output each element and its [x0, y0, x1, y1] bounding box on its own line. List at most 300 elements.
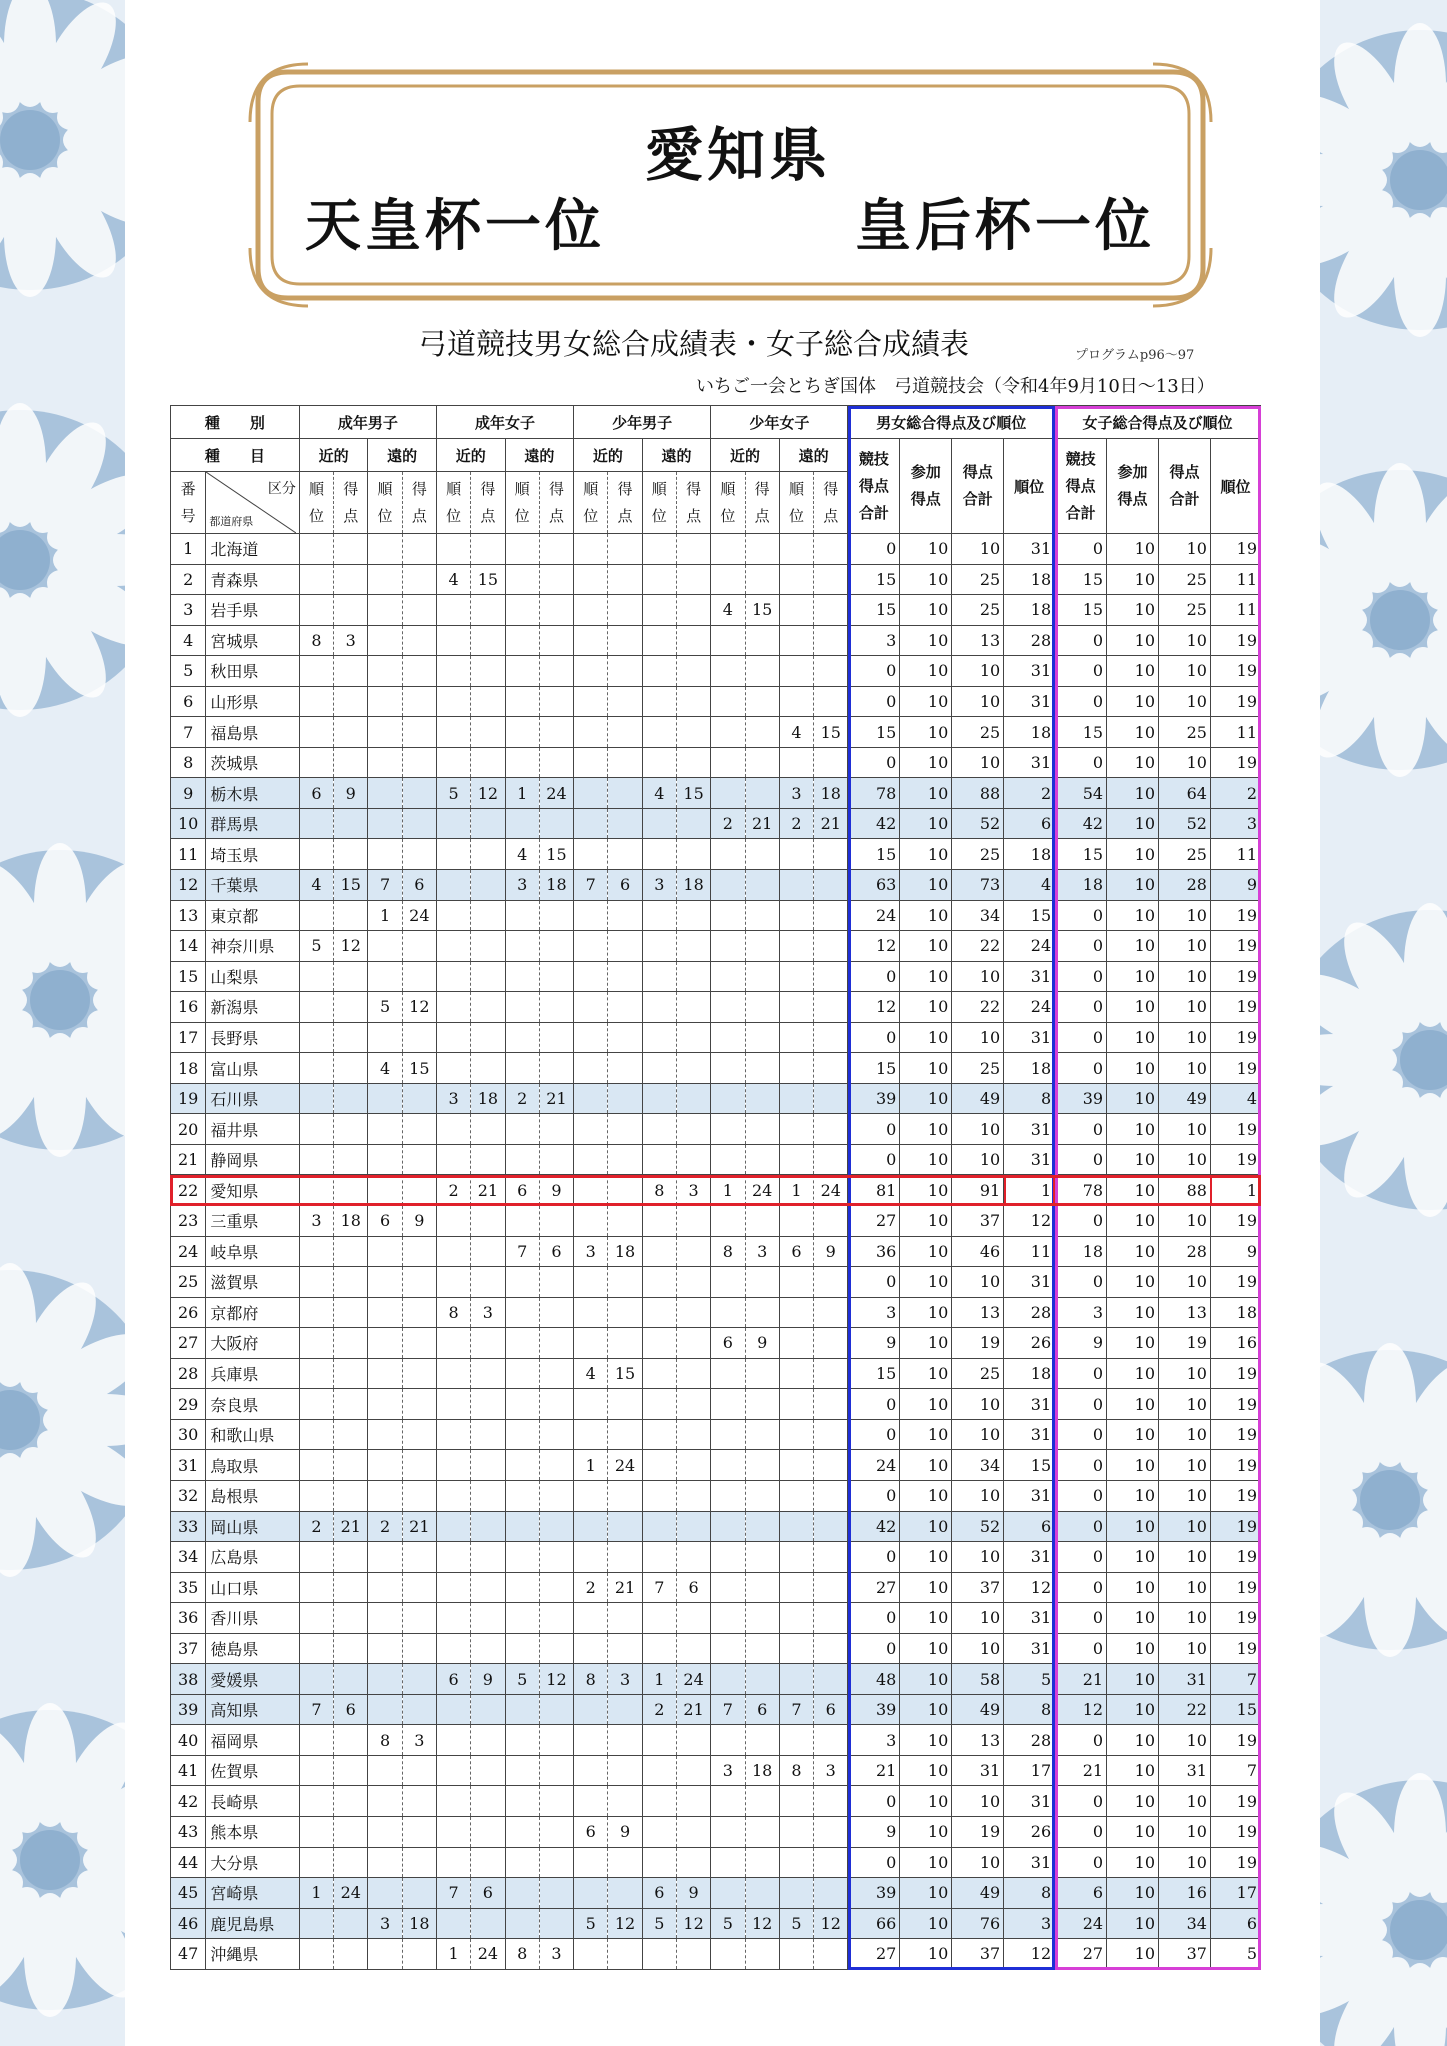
- event-points-cell: [402, 1358, 436, 1389]
- event-rank-cell: [436, 1358, 470, 1389]
- event-points-cell: [334, 1755, 368, 1786]
- mixed-rank-cell: 12: [1004, 1939, 1055, 1970]
- event-points-cell: [676, 1053, 710, 1084]
- prefecture-name: 群馬県: [206, 808, 300, 839]
- table-row: [171, 595, 1261, 626]
- women-participation-cell: 10: [1107, 1786, 1159, 1817]
- mixed-participation-cell: 10: [900, 717, 952, 748]
- event-rank-cell: [779, 1847, 813, 1878]
- event-points-cell: [539, 717, 573, 748]
- event-points-cell: 18: [608, 1236, 642, 1267]
- event-points-cell: [402, 961, 436, 992]
- event-points-cell: 6: [676, 1572, 710, 1603]
- prefecture-name: 奈良県: [206, 1389, 300, 1420]
- header-category: 成年男子: [299, 406, 436, 439]
- event-points-cell: [814, 870, 848, 901]
- header-rank-sub: 順 位: [368, 472, 402, 534]
- prefecture-name: 大阪府: [206, 1328, 300, 1359]
- event-points-cell: [539, 1419, 573, 1450]
- event-points-cell: [539, 1480, 573, 1511]
- event-points-cell: [676, 686, 710, 717]
- event-points-cell: [608, 1297, 642, 1328]
- event-points-cell: 18: [471, 1083, 505, 1114]
- women-participation-cell: 10: [1107, 1511, 1159, 1542]
- event-points-cell: [608, 1633, 642, 1664]
- event-rank-cell: [436, 534, 470, 565]
- event-points-cell: [745, 1847, 779, 1878]
- women-rank-cell: 19: [1210, 900, 1260, 931]
- event-points-cell: [334, 1572, 368, 1603]
- event-points-cell: [608, 1480, 642, 1511]
- mixed-score-total-cell: 0: [848, 1603, 900, 1634]
- event-rank-cell: [368, 1694, 402, 1725]
- event-rank-cell: [505, 1419, 539, 1450]
- table-row: [171, 1755, 1261, 1786]
- event-points-cell: [676, 1389, 710, 1420]
- women-participation-cell: 10: [1107, 808, 1159, 839]
- event-rank-cell: [299, 808, 333, 839]
- prefecture-name: 埼玉県: [206, 839, 300, 870]
- prefecture-name: 千葉県: [206, 870, 300, 901]
- event-rank-cell: [505, 1511, 539, 1542]
- mixed-grand-total-cell: 25: [952, 839, 1004, 870]
- event-points-cell: [814, 839, 848, 870]
- event-points-cell: 3: [471, 1297, 505, 1328]
- event-points-cell: [471, 1511, 505, 1542]
- women-score-total-cell: 0: [1055, 656, 1107, 687]
- event-points-cell: [471, 1572, 505, 1603]
- event-rank-cell: [436, 747, 470, 778]
- event-rank-cell: [299, 961, 333, 992]
- event-points-cell: [402, 1114, 436, 1145]
- mixed-grand-total-cell: 13: [952, 1725, 1004, 1756]
- event-rank-cell: [574, 1419, 608, 1450]
- event-points-cell: 24: [471, 1939, 505, 1970]
- header-enteki: 遠的: [368, 439, 437, 472]
- event-points-cell: [334, 1847, 368, 1878]
- table-row: [171, 1144, 1261, 1175]
- women-participation-cell: 10: [1107, 961, 1159, 992]
- women-rank-cell: 19: [1210, 1603, 1260, 1634]
- women-participation-cell: 10: [1107, 992, 1159, 1023]
- event-points-cell: [471, 1725, 505, 1756]
- event-points-cell: [402, 931, 436, 962]
- mixed-score-total-cell: 0: [848, 686, 900, 717]
- women-participation-cell: 10: [1107, 717, 1159, 748]
- event-rank-cell: [368, 1480, 402, 1511]
- mixed-rank-cell: 6: [1004, 1511, 1055, 1542]
- mixed-score-total-cell: 81: [848, 1175, 900, 1206]
- mixed-rank-cell: 31: [1004, 1542, 1055, 1573]
- event-points-cell: 15: [814, 717, 848, 748]
- women-rank-cell: 19: [1210, 1022, 1260, 1053]
- event-points-cell: [471, 931, 505, 962]
- event-rank-cell: 5: [368, 992, 402, 1023]
- prefecture-name: 兵庫県: [206, 1358, 300, 1389]
- mixed-rank-cell: 5: [1004, 1664, 1055, 1695]
- mixed-grand-total-cell: 52: [952, 1511, 1004, 1542]
- event-rank-cell: 3: [368, 1908, 402, 1939]
- women-score-total-cell: 18: [1055, 1236, 1107, 1267]
- event-rank-cell: 5: [505, 1664, 539, 1695]
- event-rank-cell: [574, 1022, 608, 1053]
- women-score-total-cell: 0: [1055, 1603, 1107, 1634]
- event-points-cell: [471, 1816, 505, 1847]
- event-points-cell: [608, 1175, 642, 1206]
- event-rank-cell: [642, 595, 676, 626]
- women-participation-cell: 10: [1107, 1572, 1159, 1603]
- event-points-cell: [539, 1572, 573, 1603]
- event-points-cell: [608, 656, 642, 687]
- event-rank-cell: 7: [436, 1878, 470, 1909]
- results-table: [170, 405, 1261, 1970]
- event-points-cell: [676, 900, 710, 931]
- women-score-total-cell: 54: [1055, 778, 1107, 809]
- event-rank-cell: [642, 1633, 676, 1664]
- event-rank-cell: [505, 808, 539, 839]
- table-row: [171, 1175, 1261, 1206]
- women-participation-cell: 10: [1107, 1144, 1159, 1175]
- event-rank-cell: 5: [779, 1908, 813, 1939]
- event-points-cell: [334, 595, 368, 626]
- event-points-cell: [608, 534, 642, 565]
- mixed-score-total-cell: 27: [848, 1939, 900, 1970]
- women-rank-cell: 19: [1210, 534, 1260, 565]
- mixed-rank-cell: 1: [1004, 1175, 1055, 1206]
- event-points-cell: 18: [402, 1908, 436, 1939]
- event-rank-cell: 6: [574, 1816, 608, 1847]
- mixed-grand-total-cell: 46: [952, 1236, 1004, 1267]
- event-rank-cell: [711, 992, 745, 1023]
- women-rank-cell: 1: [1210, 1175, 1260, 1206]
- mixed-participation-cell: 10: [900, 992, 952, 1023]
- event-points-cell: [608, 1878, 642, 1909]
- mixed-participation-cell: 10: [900, 1939, 952, 1970]
- event-rank-cell: [574, 839, 608, 870]
- mixed-grand-total-cell: 22: [952, 931, 1004, 962]
- event-rank-cell: [505, 534, 539, 565]
- mixed-grand-total-cell: 22: [952, 992, 1004, 1023]
- event-points-cell: [471, 1450, 505, 1481]
- women-grand-total-cell: 25: [1159, 564, 1211, 595]
- event-rank-cell: [436, 1847, 470, 1878]
- event-points-cell: [745, 1083, 779, 1114]
- event-rank-cell: [711, 931, 745, 962]
- event-points-cell: [745, 1114, 779, 1145]
- event-points-cell: 18: [814, 778, 848, 809]
- event-points-cell: [471, 1144, 505, 1175]
- prefecture-name: 愛知県: [206, 1175, 300, 1206]
- event-rank-cell: [436, 686, 470, 717]
- prefecture-name: 青森県: [206, 564, 300, 595]
- event-points-cell: [402, 1450, 436, 1481]
- event-rank-cell: [299, 1083, 333, 1114]
- event-points-cell: [608, 1939, 642, 1970]
- women-grand-total-cell: 10: [1159, 1603, 1211, 1634]
- mixed-participation-cell: 10: [900, 1053, 952, 1084]
- event-rank-cell: 3: [299, 1206, 333, 1237]
- women-participation-cell: 10: [1107, 1114, 1159, 1145]
- event-rank-cell: [436, 870, 470, 901]
- event-rank-cell: [299, 747, 333, 778]
- event-points-cell: [334, 717, 368, 748]
- women-grand-total-cell: 10: [1159, 1725, 1211, 1756]
- event-points-cell: [539, 931, 573, 962]
- mixed-grand-total-cell: 10: [952, 656, 1004, 687]
- event-points-cell: [334, 1236, 368, 1267]
- event-points-cell: [608, 1542, 642, 1573]
- event-points-cell: [539, 1297, 573, 1328]
- event-rank-cell: [368, 1816, 402, 1847]
- event-points-cell: [814, 1083, 848, 1114]
- mixed-participation-cell: 10: [900, 656, 952, 687]
- event-rank-cell: [436, 1572, 470, 1603]
- event-points-cell: [814, 1144, 848, 1175]
- row-number: 14: [171, 931, 206, 962]
- women-participation-cell: 10: [1107, 1725, 1159, 1756]
- mixed-rank-cell: 18: [1004, 564, 1055, 595]
- event-rank-cell: [299, 1022, 333, 1053]
- event-points-cell: [745, 686, 779, 717]
- event-rank-cell: [299, 1542, 333, 1573]
- event-points-cell: [539, 1511, 573, 1542]
- mixed-rank-cell: 31: [1004, 1267, 1055, 1298]
- row-number: 21: [171, 1144, 206, 1175]
- event-points-cell: [471, 534, 505, 565]
- event-points-cell: [676, 1358, 710, 1389]
- event-rank-cell: [779, 1419, 813, 1450]
- event-rank-cell: [505, 1206, 539, 1237]
- event-rank-cell: [779, 1389, 813, 1420]
- event-rank-cell: [299, 1755, 333, 1786]
- header-row-category: [171, 406, 1261, 439]
- mixed-score-total-cell: 39: [848, 1083, 900, 1114]
- event-rank-cell: [436, 961, 470, 992]
- event-points-cell: [814, 1206, 848, 1237]
- header-rank-sub: 順 位: [505, 472, 539, 534]
- mixed-grand-total-cell: 10: [952, 1786, 1004, 1817]
- event-points-cell: [814, 1572, 848, 1603]
- event-points-cell: [471, 1847, 505, 1878]
- event-points-cell: [539, 1389, 573, 1420]
- event-rank-cell: [368, 961, 402, 992]
- mixed-rank-cell: 18: [1004, 717, 1055, 748]
- event-points-cell: [539, 1542, 573, 1573]
- event-rank-cell: [642, 1419, 676, 1450]
- event-points-cell: [334, 1328, 368, 1359]
- event-points-cell: [539, 1816, 573, 1847]
- event-rank-cell: [505, 1755, 539, 1786]
- mixed-score-total-cell: 27: [848, 1206, 900, 1237]
- event-rank-cell: [505, 1542, 539, 1573]
- table-row: [171, 534, 1261, 565]
- event-points-cell: [539, 1786, 573, 1817]
- event-points-cell: [814, 1114, 848, 1145]
- event-rank-cell: [299, 1816, 333, 1847]
- event-points-cell: [676, 1450, 710, 1481]
- event-points-cell: [814, 1450, 848, 1481]
- event-points-cell: [745, 1939, 779, 1970]
- event-rank-cell: 6: [368, 1206, 402, 1237]
- women-rank-cell: 19: [1210, 1847, 1260, 1878]
- event-rank-cell: [642, 1847, 676, 1878]
- event-rank-cell: 6: [505, 1175, 539, 1206]
- event-points-cell: [539, 1114, 573, 1145]
- mixed-participation-cell: 10: [900, 564, 952, 595]
- event-rank-cell: [299, 1358, 333, 1389]
- event-points-cell: [814, 595, 848, 626]
- event-rank-cell: [574, 564, 608, 595]
- mixed-score-total-cell: 0: [848, 1633, 900, 1664]
- mixed-rank-cell: 2: [1004, 778, 1055, 809]
- event-rank-cell: [711, 1389, 745, 1420]
- event-rank-cell: [574, 1786, 608, 1817]
- event-points-cell: [334, 534, 368, 565]
- women-grand-total-cell: 10: [1159, 656, 1211, 687]
- event-points-cell: [608, 1755, 642, 1786]
- mixed-grand-total-cell: 13: [952, 1297, 1004, 1328]
- event-rank-cell: 3: [711, 1755, 745, 1786]
- row-number: 34: [171, 1542, 206, 1573]
- mixed-grand-total-cell: 49: [952, 1694, 1004, 1725]
- event-points-cell: [745, 1664, 779, 1695]
- event-points-cell: [539, 564, 573, 595]
- event-rank-cell: [436, 1542, 470, 1573]
- event-points-cell: [402, 1542, 436, 1573]
- row-number: 8: [171, 747, 206, 778]
- mixed-rank-cell: 17: [1004, 1755, 1055, 1786]
- event-points-cell: [402, 1175, 436, 1206]
- women-rank-cell: 4: [1210, 1083, 1260, 1114]
- mixed-score-total-cell: 0: [848, 747, 900, 778]
- table-row: [171, 1267, 1261, 1298]
- event-points-cell: [745, 1511, 779, 1542]
- event-points-cell: [608, 1511, 642, 1542]
- women-score-total-cell: 0: [1055, 534, 1107, 565]
- event-rank-cell: [574, 1633, 608, 1664]
- event-rank-cell: [779, 1114, 813, 1145]
- event-points-cell: [608, 564, 642, 595]
- event-rank-cell: [368, 839, 402, 870]
- event-rank-cell: [642, 1358, 676, 1389]
- mixed-rank-cell: 3: [1004, 1908, 1055, 1939]
- women-participation-cell: 10: [1107, 747, 1159, 778]
- women-grand-total-cell: 10: [1159, 992, 1211, 1023]
- event-points-cell: 12: [745, 1908, 779, 1939]
- event-points-cell: [814, 1053, 848, 1084]
- women-grand-total-cell: 10: [1159, 686, 1211, 717]
- event-points-cell: [608, 686, 642, 717]
- event-rank-cell: [368, 1633, 402, 1664]
- event-points-cell: [608, 1786, 642, 1817]
- event-points-cell: [814, 1297, 848, 1328]
- event-points-cell: [334, 564, 368, 595]
- event-points-cell: [608, 1603, 642, 1634]
- header-women-group: 女子総合得点及び順位: [1055, 406, 1261, 439]
- event-points-cell: [676, 961, 710, 992]
- event-points-cell: [608, 1847, 642, 1878]
- table-row: [171, 1022, 1261, 1053]
- women-rank-cell: 19: [1210, 1389, 1260, 1420]
- event-points-cell: [471, 1694, 505, 1725]
- event-points-cell: [334, 808, 368, 839]
- event-points-cell: [745, 778, 779, 809]
- event-points-cell: [539, 1755, 573, 1786]
- women-score-total-cell: 0: [1055, 1267, 1107, 1298]
- event-rank-cell: [436, 1603, 470, 1634]
- event-rank-cell: 5: [642, 1908, 676, 1939]
- row-number: 33: [171, 1511, 206, 1542]
- header-number: 番 号: [171, 472, 206, 534]
- event-rank-cell: [711, 839, 745, 870]
- event-rank-cell: 6: [436, 1664, 470, 1695]
- event-rank-cell: [368, 1175, 402, 1206]
- women-grand-total-cell: 10: [1159, 747, 1211, 778]
- women-grand-total-cell: 52: [1159, 808, 1211, 839]
- event-rank-cell: [436, 992, 470, 1023]
- table-row: [171, 1786, 1261, 1817]
- event-rank-cell: [779, 870, 813, 901]
- row-number: 5: [171, 656, 206, 687]
- event-rank-cell: [779, 564, 813, 595]
- event-points-cell: [471, 1358, 505, 1389]
- women-participation-cell: 10: [1107, 1236, 1159, 1267]
- event-points-cell: 9: [745, 1328, 779, 1359]
- women-score-total-cell: 0: [1055, 1022, 1107, 1053]
- row-number: 44: [171, 1847, 206, 1878]
- event-points-cell: 24: [402, 900, 436, 931]
- event-rank-cell: [711, 1878, 745, 1909]
- event-points-cell: [334, 1603, 368, 1634]
- event-rank-cell: [711, 1786, 745, 1817]
- header-kinteki: 近的: [574, 439, 643, 472]
- event-rank-cell: [505, 1603, 539, 1634]
- event-rank-cell: [368, 1328, 402, 1359]
- row-number: 39: [171, 1694, 206, 1725]
- women-participation-cell: 10: [1107, 625, 1159, 656]
- event-rank-cell: 4: [505, 839, 539, 870]
- event-rank-cell: [505, 1022, 539, 1053]
- women-score-total-cell: 0: [1055, 686, 1107, 717]
- header-prefecture: 都道府県: [209, 515, 254, 528]
- event-rank-cell: [505, 1694, 539, 1725]
- event-rank-cell: 3: [642, 870, 676, 901]
- women-grand-total-cell: 31: [1159, 1755, 1211, 1786]
- mixed-participation-cell: 10: [900, 778, 952, 809]
- event-rank-cell: [505, 717, 539, 748]
- event-rank-cell: [299, 686, 333, 717]
- mixed-participation-cell: 10: [900, 1175, 952, 1206]
- women-score-total-cell: 12: [1055, 1694, 1107, 1725]
- event-rank-cell: [299, 1297, 333, 1328]
- event-points-cell: [402, 1389, 436, 1420]
- event-rank-cell: [711, 1847, 745, 1878]
- event-rank-cell: [574, 900, 608, 931]
- prefecture-name: 宮城県: [206, 625, 300, 656]
- women-grand-total-cell: 10: [1159, 1572, 1211, 1603]
- mixed-score-total-cell: 3: [848, 1725, 900, 1756]
- event-points-cell: [471, 1267, 505, 1298]
- women-rank-cell: 19: [1210, 1114, 1260, 1145]
- event-points-cell: [334, 1419, 368, 1450]
- event-rank-cell: [779, 1206, 813, 1237]
- women-grand-total-cell: 10: [1159, 1053, 1211, 1084]
- mixed-grand-total-cell: 25: [952, 717, 1004, 748]
- event-points-cell: [745, 1480, 779, 1511]
- event-rank-cell: [368, 595, 402, 626]
- event-points-cell: [539, 1633, 573, 1664]
- event-rank-cell: 4: [642, 778, 676, 809]
